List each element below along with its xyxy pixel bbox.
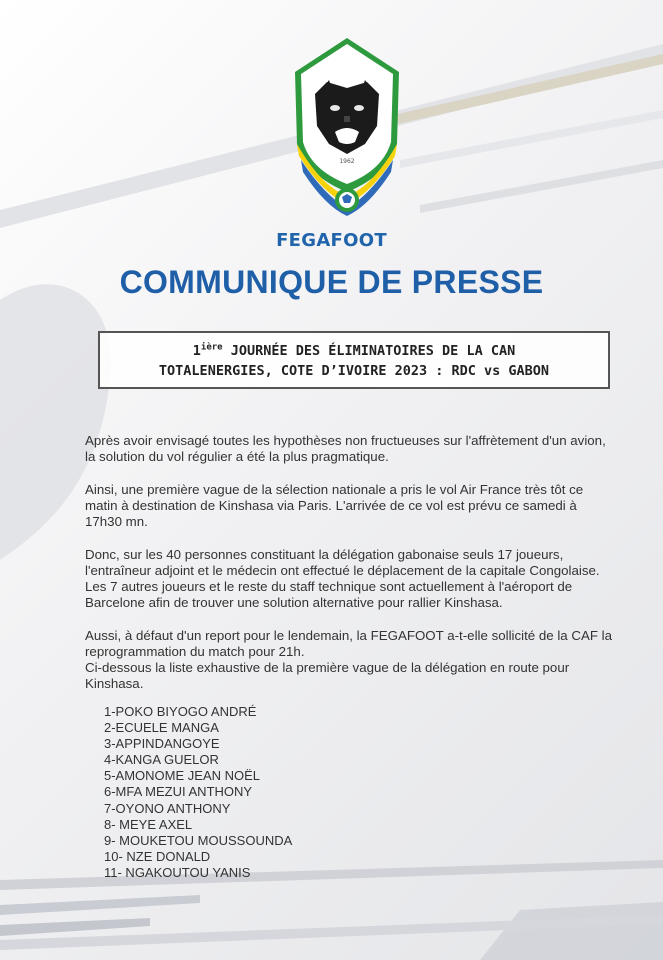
brand-name: FEGAFOOT [276,230,387,251]
headline-box [98,331,610,389]
headline-line-2: TOTALENERGIES, COTE D’IVOIRE 2023 : RDC vs GABON [158,363,550,379]
player-list [104,704,292,881]
list-item: 7-OYONO ANTHONY [104,800,231,816]
paragraph-5: Ci-dessous la liste exhaustive de la première vague de la délégation en route pour Kinshasa. [85,660,570,691]
headline-line-1: $1^{ière}$ JOURNÉE DES ÉLIMINATOIRES DE LA CAN [192,342,516,359]
paragraph-3: Donc, sur les 40 personnes constituant la délégation gabonaise seuls 17 joueurs, l'entraîneur adjoint et le médecin ont effectué le déplacement de la capitale Congolaise. Les 7 autres joueurs et le reste du staff technique sont actuellement à l'aéroport de Barcelone afin de trouver une solution alternative pour rallier Kinshasa. [85,547,600,610]
fegafoot-logo [291,36,403,226]
list-item: 11- NGAKOUTOU YANIS [104,864,251,880]
ordinal-suffix: ière [200,342,223,353]
list-item: 9- MOUKETOU MOUSSOUNDA [104,832,293,848]
list-item: 3-APPINDANGOYE [104,736,220,752]
paragraph-2: Ainsi, une première vague de la sélection nationale a pris le vol Air France très tôt ce matin à destination de Kinshasa via Paris. L'arrivée de ce vol est prévu ce samedi à 17h30 mn. [85,482,584,529]
press-body [85,433,615,709]
list-item: 5-AMONOME JEAN NOËL [104,768,261,784]
list-item: 6-MFA MEZUI ANTHONY [104,784,253,800]
page-title: COMMUNIQUE DE PRESSE [119,264,544,300]
list-item: 1-POKO BIYOGO ANDRÉ [104,704,257,719]
paragraph-4: Aussi, à défaut d'un report pour le lendemain, la FEGAFOOT a-t-elle sollicité de la CAF la reprogrammation du match pour 21h. [85,628,613,659]
list-item: 4-KANGA GUELOR [104,752,219,768]
paragraph-1: Après avoir envisagé toutes les hypothèses non fructueuses sur l'affrètement d'un avion, la solution du vol régulier a été la plus pragmatique. [85,433,606,464]
list-item: 8- MEYE AXEL [104,816,193,832]
list-item: 10- NZE DONALD [104,848,211,864]
list-item: 2-ECUELE MANGA [104,720,219,736]
svg-text:1962: 1962 [339,158,355,165]
